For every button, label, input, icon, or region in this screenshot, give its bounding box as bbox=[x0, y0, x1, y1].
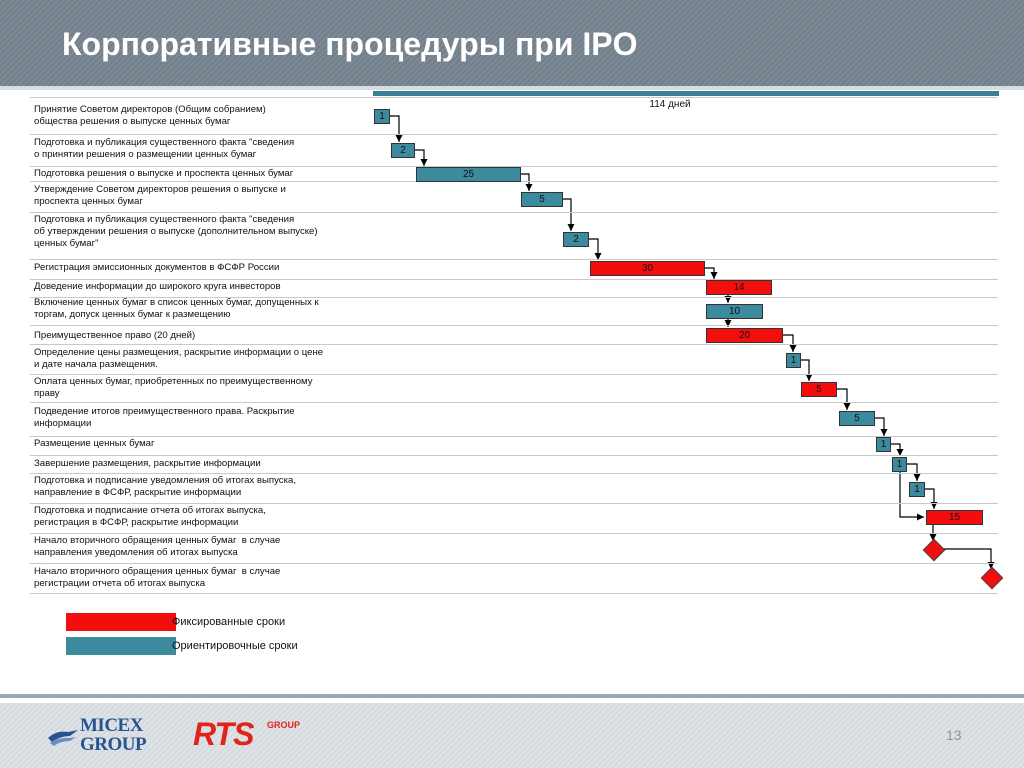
task-label: Определение цены размещения, раскрытие информации о цене и дате начала размещения. bbox=[34, 347, 324, 370]
legend-fixed-label: Фиксированные сроки bbox=[172, 616, 286, 628]
row-divider bbox=[30, 97, 998, 98]
dependency-arrow bbox=[705, 268, 714, 279]
task-bar: 20 bbox=[706, 328, 783, 343]
task-label: Регистрация эмиссионных документов в ФСФР России bbox=[34, 262, 280, 273]
task-label: Размещение ценных бумаг bbox=[34, 438, 155, 449]
task-label: Оплата ценных бумаг, приобретенных по преимущественному праву bbox=[34, 376, 313, 399]
dependency-arrow bbox=[415, 150, 424, 166]
task-bar: 14 bbox=[706, 280, 772, 295]
micex-logo-icon bbox=[48, 728, 78, 746]
task-label: Утверждение Советом директоров решения о выпуске и проспекта ценных бумаг bbox=[34, 184, 286, 207]
row-divider bbox=[30, 503, 998, 504]
task-bar: 15 bbox=[926, 510, 983, 525]
task-label: Подведение итогов преимущественного права. Раскрытие информации bbox=[34, 406, 295, 429]
footer-band bbox=[0, 703, 1024, 768]
row-divider bbox=[30, 344, 998, 345]
row-divider bbox=[30, 563, 998, 564]
task-bar: 1 bbox=[876, 437, 891, 452]
dependency-arrow bbox=[925, 489, 934, 509]
row-divider bbox=[30, 436, 998, 437]
row-divider bbox=[30, 134, 998, 135]
task-bar: 30 bbox=[590, 261, 705, 276]
task-bar: 25 bbox=[416, 167, 521, 182]
legend-approx-swatch bbox=[66, 637, 176, 655]
dependency-arrow bbox=[837, 389, 847, 410]
task-bar: 1 bbox=[786, 353, 801, 368]
task-label: Подготовка решения о выпуске и проспекта ценных бумаг bbox=[34, 168, 294, 179]
page-number: 13 bbox=[946, 727, 962, 743]
task-label: Доведение информации до широкого круга инвесторов bbox=[34, 281, 281, 292]
micex-group-logo bbox=[80, 716, 146, 754]
task-label: Подготовка и подписание уведомления об итогах выпуска, направление в ФСФР, раскрытие информации bbox=[34, 475, 296, 498]
task-bar: 5 bbox=[801, 382, 837, 397]
dependency-arrow bbox=[801, 360, 809, 381]
task-label: Подготовка и публикация существенного факта "сведения об утверждении решения о выпуске (дополнительном выпуске) ценных бумаг" bbox=[34, 214, 318, 249]
row-divider bbox=[30, 593, 998, 594]
dependency-arrow bbox=[563, 199, 571, 231]
slide-title: Корпоративные процедуры при IPO bbox=[62, 26, 638, 62]
dependency-arrow bbox=[390, 116, 399, 142]
milestone-diamond bbox=[981, 567, 1004, 590]
row-divider bbox=[30, 473, 998, 474]
row-divider bbox=[30, 374, 998, 375]
dependency-arrow bbox=[875, 418, 884, 436]
task-bar: 1 bbox=[909, 482, 925, 497]
footer-divider bbox=[0, 694, 1024, 698]
total-duration-label: 114 дней bbox=[649, 99, 691, 110]
row-divider bbox=[30, 402, 998, 403]
legend-fixed-swatch bbox=[66, 613, 176, 631]
rts-group-label: GROUP bbox=[267, 720, 301, 730]
dependency-arrow bbox=[521, 174, 529, 191]
dependency-arrow bbox=[589, 239, 598, 260]
row-divider bbox=[30, 279, 998, 280]
micex-logo-line2: GROUP bbox=[80, 734, 147, 755]
task-bar: 5 bbox=[839, 411, 875, 426]
task-label: Начало вторичного обращения ценных бумаг в случае регистрации отчета об итогах выпуска bbox=[34, 566, 281, 589]
task-label: Принятие Советом директоров (Общим собранием) общества решения о выпуске ценных бумаг bbox=[34, 104, 266, 127]
milestone-diamond bbox=[923, 539, 946, 562]
task-label: Подготовка и публикация существенного факта "сведения о принятии решения о размещении ценных бумаг bbox=[34, 137, 295, 160]
row-divider bbox=[30, 212, 998, 213]
micex-logo-line1: MICEX bbox=[80, 715, 143, 736]
rts-logo: RTS bbox=[193, 716, 254, 752]
legend-approx-label: Ориентировочные сроки bbox=[172, 640, 298, 652]
task-label: Преимущественное право (20 дней) bbox=[34, 330, 196, 341]
row-divider bbox=[30, 259, 998, 260]
task-bar: 2 bbox=[391, 143, 415, 158]
total-duration-bar bbox=[373, 91, 999, 96]
row-divider bbox=[30, 533, 998, 534]
header-band bbox=[0, 0, 1024, 86]
task-bar: 1 bbox=[892, 457, 907, 472]
task-bar: 5 bbox=[521, 192, 563, 207]
task-bar: 10 bbox=[706, 304, 763, 319]
task-label: Включение ценных бумаг в список ценных бумаг, допущенных к торгам, допуск ценных бумаг к размещению bbox=[34, 297, 319, 320]
task-label: Начало вторичного обращения ценных бумаг в случае направления уведомления об итогах выпуска bbox=[34, 535, 281, 558]
task-label: Завершение размещения, раскрытие информации bbox=[34, 458, 261, 469]
task-bar: 1 bbox=[374, 109, 390, 124]
row-divider bbox=[30, 455, 998, 456]
row-divider bbox=[30, 325, 998, 326]
task-bar: 2 bbox=[563, 232, 589, 247]
task-label: Подготовка и подписание отчета об итогах выпуска, регистрация в ФСФР, раскрытие информации bbox=[34, 505, 266, 528]
header-divider bbox=[0, 86, 1024, 90]
